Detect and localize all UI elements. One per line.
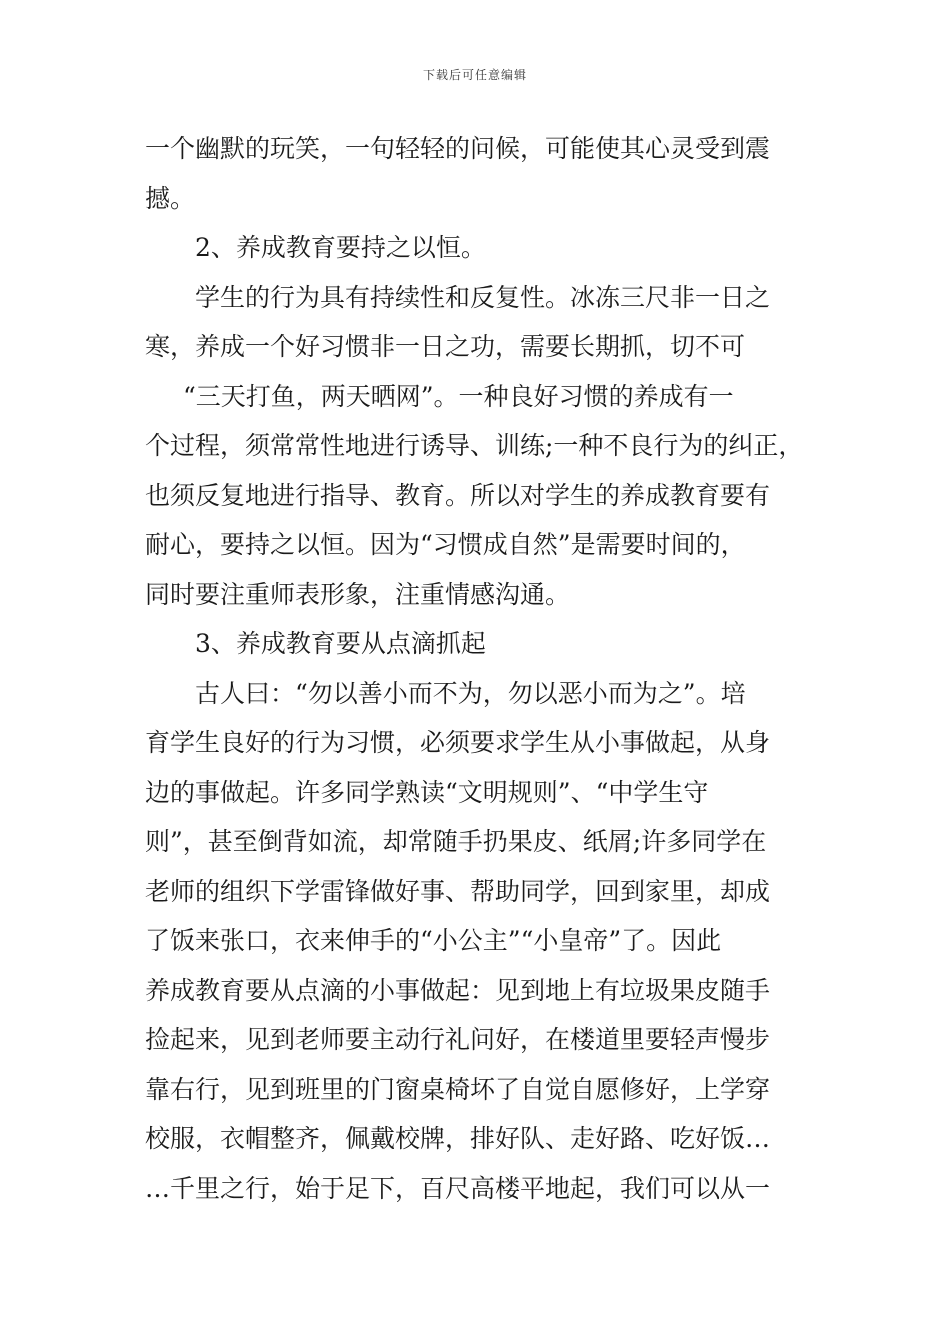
text-line: 同时要注重师表形象，注重情感沟通。 (145, 579, 571, 609)
text-line: 校服，衣帽整齐，佩戴校牌，排好队、走好路、吃好饭… (145, 1124, 771, 1153)
section-heading: 2、养成教育要持之以恒。 (195, 233, 486, 262)
text-line: 边的事做起。许多同学熟读“文明规则”、“中学生守 (145, 777, 709, 807)
paragraph-start: 古人曰：“勿以善小而不为，勿以恶小而为之”。培 (195, 678, 746, 708)
text-line: 也须反复地进行指导、教育。所以对学生的养成教育要有 (145, 480, 771, 510)
text-line: 老师的组织下学雷锋做好事、帮助同学，回到家里，却成 (145, 876, 771, 906)
text-line: 则”，甚至倒背如流，却常随手扔果皮、纸屑;许多同学在 (145, 827, 767, 856)
text-line: 育学生良好的行为习惯，必须要求学生从小事做起，从身 (145, 728, 771, 757)
text-line: 个过程，须常常性地进行诱导、训练;一种不良行为的纠正， (145, 431, 804, 460)
text-line: “三天打鱼，两天晒网”。一种良好习惯的养成有一 (183, 381, 734, 411)
document-body (145, 124, 835, 1213)
text-line: 撼。 (145, 183, 196, 213)
text-line: 了饭来张口，衣来伸手的“小公主”“小皇帝”了。因此 (145, 926, 722, 955)
page-header: 下载后可任意编辑 (422, 68, 527, 82)
text-line: 耐心，要持之以恒。因为“习惯成自然”是需要时间的， (145, 530, 746, 559)
text-line: 养成教育要从点滴的小事做起：见到地上有垃圾果皮随手 (145, 975, 771, 1005)
text-line: 靠右行，见到班里的门窗桌椅坏了自觉自愿修好，上学穿 (145, 1074, 771, 1104)
text-line: …千里之行，始于足下，百尺高楼平地起，我们可以从一 (145, 1173, 771, 1203)
section-heading: 3、养成教育要从点滴抓起 (195, 629, 486, 658)
text-line: 寒，养成一个好习惯非一日之功，需要长期抓，切不可 (145, 332, 746, 361)
text-line: 一个幽默的玩笑，一句轻轻的问候，可能使其心灵受到震 (145, 134, 771, 163)
text-line: 捡起来，见到老师要主动行礼问好，在楼道里要轻声慢步 (145, 1025, 771, 1054)
paragraph-start: 学生的行为具有持续性和反复性。冰冻三尺非一日之 (195, 282, 771, 312)
